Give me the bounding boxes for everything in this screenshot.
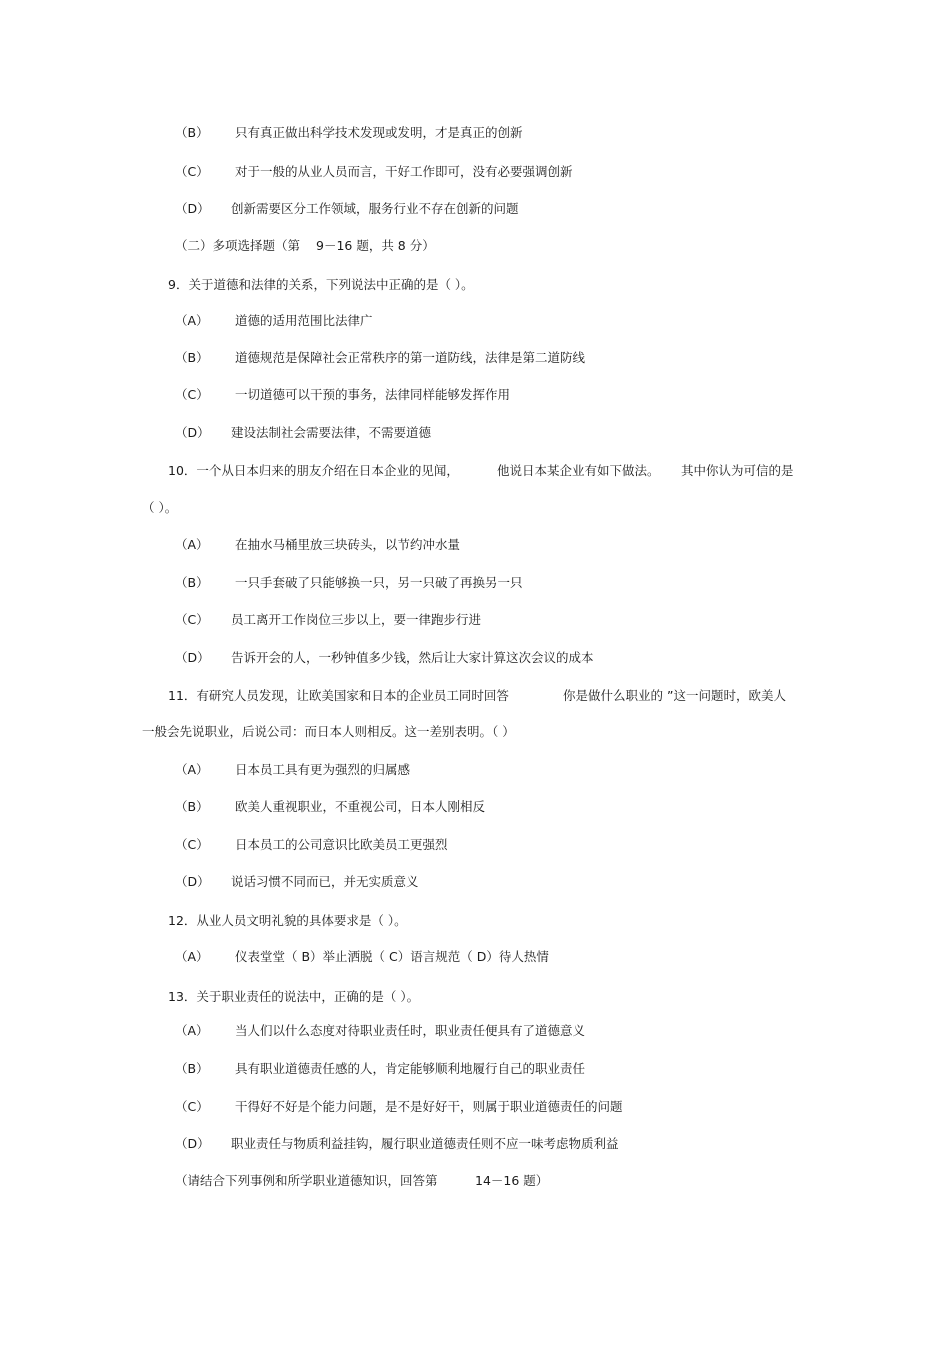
question-stem: 9．关于道德和法律的关系，下列说法中正确的是（ ）。	[168, 277, 474, 292]
instruction-note-part2: 14－16 题）	[475, 1173, 549, 1188]
option-label: （B）	[175, 125, 209, 140]
option-text: 说话习惯不同而已，并无实质意义	[231, 874, 419, 889]
option-text: 在抽水马桶里放三块砖头，以节约冲水量	[235, 537, 461, 552]
option-label: （D）	[175, 874, 210, 889]
option-text: 欧美人重视职业，不重视公司，日本人刚相反	[235, 799, 486, 814]
option-text: 仪表堂堂（ B）举止洒脱（ C）语言规范（ D）待人热情	[235, 949, 549, 964]
question-stem-continuation: 一般会先说职业，后说公司：而日本人则相反。这一差别表明。（ ）	[142, 724, 515, 739]
option-text: 日本员工具有更为强烈的归属感	[235, 762, 411, 777]
option-label: （D）	[175, 650, 210, 665]
question-stem-part1: 11．有研究人员发现，让欧美国家和日本的企业员工同时回答	[168, 688, 509, 703]
option-label: （C）	[175, 1099, 209, 1114]
option-label: （D）	[175, 201, 210, 216]
question-stem: 12．从业人员文明礼貌的具体要求是（ ）。	[168, 913, 407, 928]
option-label: （A）	[175, 762, 209, 777]
option-text: 具有职业道德责任感的人，肯定能够顺利地履行自己的职业责任	[235, 1061, 586, 1076]
option-label: （A）	[175, 1023, 209, 1038]
section-heading-part1: （二）多项选择题（第	[175, 238, 301, 253]
option-text: 道德规范是保障社会正常秩序的第一道防线，法律是第二道防线	[235, 350, 586, 365]
option-text: 当人们以什么态度对待职业责任时，职业责任便具有了道德意义	[235, 1023, 586, 1038]
option-text: 创新需要区分工作领域，服务行业不存在创新的问题	[231, 201, 519, 216]
option-label: （C）	[175, 612, 209, 627]
question-stem-part2: 他说日本某企业有如下做法。	[497, 463, 660, 478]
option-label: （A）	[175, 949, 209, 964]
option-text: 日本员工的公司意识比欧美员工更强烈	[235, 837, 448, 852]
option-text: 干得好不好是个能力问题，是不是好好干，则属于职业道德责任的问题	[235, 1099, 623, 1114]
option-label: （A）	[175, 313, 209, 328]
question-stem-part3: 其中你认为可信的是	[681, 463, 794, 478]
option-label: （D）	[175, 1136, 210, 1151]
option-label: （A）	[175, 537, 209, 552]
option-label: （B）	[175, 1061, 209, 1076]
option-text: 道德的适用范围比法律广	[235, 313, 373, 328]
section-heading-part2: 9－16 题，共 8 分）	[316, 238, 435, 253]
option-text: 一切道德可以干预的事务，法律同样能够发挥作用	[235, 387, 511, 402]
instruction-note-part1: （请结合下列事例和所学职业道德知识，回答第	[175, 1173, 438, 1188]
option-text: 员工离开工作岗位三步以上，要一律跑步行进	[231, 612, 482, 627]
option-label: （C）	[175, 164, 209, 179]
option-text: 职业责任与物质利益挂钩，履行职业道德责任则不应一味考虑物质利益	[231, 1136, 619, 1151]
question-stem-part1: 10．一个从日本归来的朋友介绍在日本企业的见闻，	[168, 463, 459, 478]
option-label: （B）	[175, 350, 209, 365]
option-label: （D）	[175, 425, 210, 440]
option-text: 告诉开会的人，一秒钟值多少钱，然后让大家计算这次会议的成本	[231, 650, 594, 665]
option-label: （B）	[175, 799, 209, 814]
option-text: 对于一般的从业人员而言，干好工作即可，没有必要强调创新	[235, 164, 573, 179]
option-text: 只有真正做出科学技术发现或发明，才是真正的创新	[235, 125, 523, 140]
question-stem-part2: 你是做什么职业的 ”这一问题时，欧美人	[563, 688, 786, 703]
option-label: （C）	[175, 837, 209, 852]
question-stem: 13．关于职业责任的说法中，正确的是（ ）。	[168, 989, 420, 1004]
option-text: 建设法制社会需要法律，不需要道德	[231, 425, 432, 440]
option-label: （B）	[175, 575, 209, 590]
option-text: 一只手套破了只能够换一只，另一只破了再换另一只	[235, 575, 523, 590]
option-label: （C）	[175, 387, 209, 402]
question-stem-continuation: （ ）。	[142, 500, 178, 515]
